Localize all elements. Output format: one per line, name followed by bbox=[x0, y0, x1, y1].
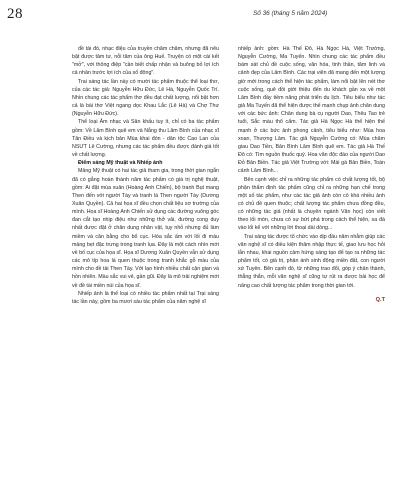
paragraph: đề tài đó, nhạc điệu của truyền chăm chăm, nhưng đã nêu bật được tâm tư, nỗi tâm của ông Huế. Truyện có một cái kết "mở", với thông điệp "cần biết chấp nhận và buông bỏ lợi ích cá nhân trước lợi ích của số đông". bbox=[72, 46, 219, 77]
paragraph: Bên cạnh việc chỉ ra những tác phẩm có chất lượng tốt, bộ phận thẩm định tác phẩm cũng chỉ ra những hạn chế trong một số tác phẩm, như các tác giả ảnh còn có khá nhiều ảnh có chủ đề quen thuộc; chất lượng tác phẩm chưa đồng đều, có những tác giả (nhất là chuyên ngành Văn học) còn viết theo lối mòn, chưa có sự bứt phá trong cách thể hiện, sa đà vào lối kể với những lời thoại dài dòng... bbox=[238, 176, 385, 232]
paragraph: Mảng Mỹ thuật có hai tác giả tham gia, trong thời gian ngắn đã có gắng hoàn thành năm tác phẩm có giá trị nghệ thuật, gồm: Ai đặt mùa xuân (Hoàng Anh Chiến), bộ tranh Bụt mang Then đến với người Tày và tranh lá Then người Tày (Dương Xuân Quyền). Cả hai họa sĩ đều chọn chất liệu sơ trường của mình. Họa sĩ Hoàng Anh Chiến sử dụng các đường vuông góc đan cắt tạo nhịp điệu như những thở vải, đường cong duy nhất được đặt ở chân dung nhân vật, tụy nhỏ nhưng đủ làm miềm và cân bằng cho bố cục. Hòa sắc ấm với lối đi màu mảng bẹt đặc trưng trong tranh lụa. Đây là một cách nhìn mới về bố cục của họa sĩ. Họa sĩ Dương Xuân Quyền vẫn sử dụng các mô típ hoa lá quen thuộc trong tranh khắc gỗ màu của mình cho đề tài Then Tày. Với lạo hình nhiều chất cận gian và hồn nhiên. Màu sắc vui vẻ, gần gũi. Đây là mô trải nghiệm mới về đề tài miền núi của họa sĩ. bbox=[72, 168, 219, 289]
section-heading: Điểm sáng Mỹ thuật và Nhiếp ảnh bbox=[78, 160, 163, 167]
left-column bbox=[72, 45, 219, 465]
author-signature: Q.T bbox=[375, 296, 385, 303]
paragraph: Nhiếp ảnh là thể loại có nhiều tác phẩm nhất tại Trại sáng tác lần này, gồm ba mươi sáu tác phẩm của năm nghệ sĩ bbox=[72, 290, 219, 305]
paragraph: Trai sáng tác lần này có mười tác phẩm thuộc thể loại thơ, của các tác giả: Nguyễn Hữu Đức, Lê Hà, Nguyễn Quốc Trí. Nhìn chung các tác phẩm thơ đều đạt chất lượng, nổi bật hơn cả là bài thơ Việt ngang dọc Khau Lắc (Lê Hà) và Chợ Thư (Nguyễn Hữu Đức). bbox=[72, 78, 219, 118]
page-number: 28 bbox=[7, 6, 23, 22]
paragraph: Thể loại Âm nhạc và Sân khấu tuy ít, chỉ có ba tác phẩm gồm: Về Lâm Bình quê em và Nắng thu Lâm Bình của nhạc sĩ Tân Điều và kịch bản Mùa khai đón - dân tộc Cao Lan của NSƯT Lê Cường, nhưng các tác phẩm đều được đánh giá tốt về chất lượng. bbox=[72, 119, 219, 159]
issue-info: Số 36 (tháng 5 năm 2024) bbox=[253, 10, 328, 17]
right-column bbox=[238, 45, 385, 465]
article-columns bbox=[72, 45, 385, 465]
paragraph: nhiếp ảnh: gồm: Hà Thế Đô, Hà Ngọc Hà, Việt Trường, Nguyễn Cường, Ma Tuyến. Nhìn chung các tác phẩm đều bám sát chủ đề cuộc sống, văn hóa, tinh thần, tâm linh và cảnh đẹp của Lâm Bình. Các trại viên đã mang đến một lượng giờ mới trong cách thể hiện tác phẩm, làm nổi bật lên nét thơ cuộc sống, quê đồi giới thiệu đến du khách gần xa về một Lâm Bình đầy tiềm năng phát triển du lịch. Tiêu biểu như tác giả Ma Tuyến đã thể hiện được thế mạnh chụp ảnh chân dung với các bức ảnh: Chân dung bà cụ người Dao, Thêu Tao trẻ tuổi, Sắc màu thổ cẩm. Tác giả Hà Ngọc Hà thể hiện thế mạnh ở các bức ảnh phong cảnh, tiêu biểu như: Mùa hoa xoan, Thượng Lâm. Tác giả Nguyễn Cường có: Mùa chăm giau Dao Tiền, Bản Bình Lâm Bình quê em. Tác giả Hà Thế Đô có: Tìm nguồn thuốc quý. Hoa văn độc đáo của người Dao Đỏ Bản Biền. Tác giả Việt Trường với: Mái gà Bản Biền, Toàn cảnh Lâm Bình... bbox=[238, 46, 385, 175]
paragraph: Trai sáng tác được tổ chức vào dịp đầu năm nhằm giúp các văn nghệ sĩ có điều kiện thâm nhập thực tế, giao lưu học hỏi lẫn nhau, khai nguồn cảm hứng sáng tạo để tạo ra những tác phẩm tốt, có giá trị, phản ánh sinh động miền đất, con người xứ Tuyên. Bên cạnh đó, từ những trao đổi, góp ý chân thành, thẳng thắn, mỗi văn nghệ sĩ cũng tự rút ra được bài học để nâng cao chất lượng tác phẩm trong thời gian tới. bbox=[238, 233, 385, 289]
